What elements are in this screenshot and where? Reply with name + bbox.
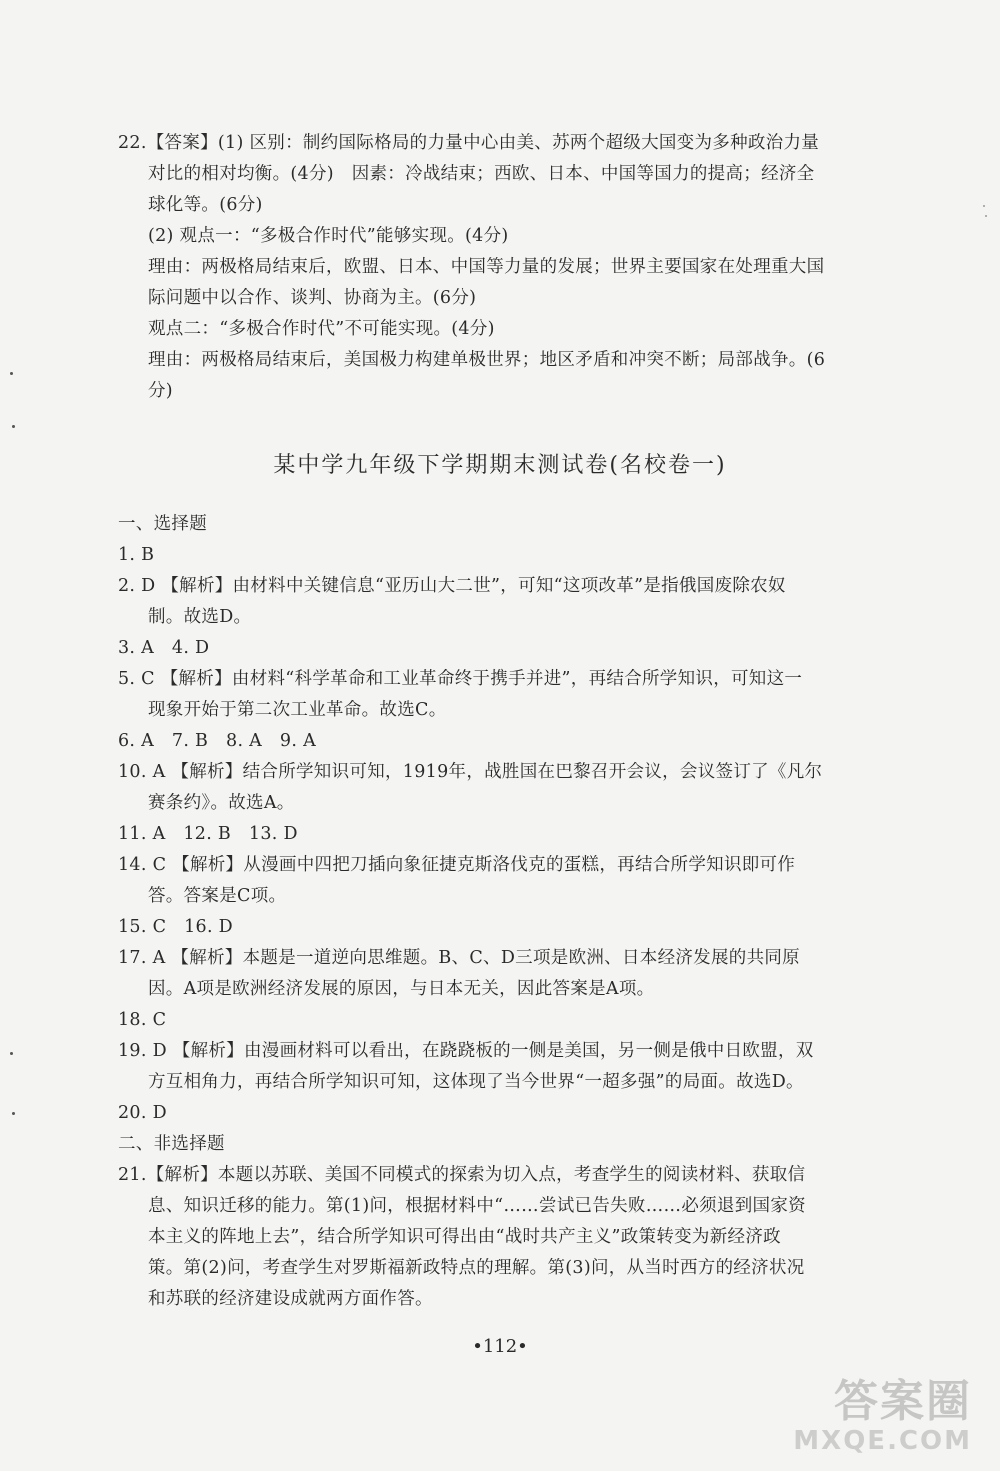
text-line: 6. A 7. B 8. A 9. A (118, 731, 317, 751)
text-line: 策。第(2)问，考查学生对罗斯福新政特点的理解。第(3)问，从当时西方的经济状况 (148, 1258, 805, 1278)
scan-speck (10, 372, 13, 375)
text-line: 17. A 【解析】本题是一道逆向思维题。B、C、D三项是欧洲、日本经济发展的共同原 (118, 948, 800, 968)
answers-block (118, 509, 878, 1315)
text-line: 现象开始于第二次工业革命。故选C。 (148, 700, 447, 720)
text-line: 3. A 4. D (118, 638, 210, 658)
text-line: 22.【答案】(1) 区别：制约国际格局的力量中心由美、苏两个超级大国变为多种政治力量 (118, 133, 820, 153)
answer-22-block (118, 128, 878, 407)
text-line: 10. A 【解析】结合所学知识可知，1919年，战胜国在巴黎召开会议，会议签订了《凡尔 (118, 762, 823, 782)
text-line: 11. A 12. B 13. D (118, 824, 298, 844)
scan-speck (12, 425, 15, 428)
scan-speck (12, 1112, 15, 1115)
text-line: 息、知识迁移的能力。第(1)问，根据材料中“……尝试已告失败……必须退到国家资 (148, 1196, 806, 1216)
text-line: 19. D 【解析】由漫画材料可以看出，在跷跷板的一侧是美国，另一侧是俄中日欧盟，双 (118, 1041, 814, 1061)
text-line: 1. B (118, 545, 155, 565)
text-line: 14. C 【解析】从漫画中四把刀插向象征捷克斯洛伐克的蛋糕，再结合所学知识即可作 (118, 855, 796, 875)
text-line: 赛条约》。故选A。 (148, 793, 295, 813)
page-number: •112• (472, 1336, 528, 1357)
text-line: 2. D 【解析】由材料中关键信息“亚历山大二世”，可知“这项改革”是指俄国废除农奴 (118, 576, 786, 596)
text-line: 18. C (118, 1010, 167, 1030)
text-line: 理由：两极格局结束后，美国极力构建单极世界；地区矛盾和冲突不断；局部战争。(6 (148, 350, 826, 370)
text-line: 答。答案是C项。 (148, 886, 287, 906)
text-line: 因。A项是欧洲经济发展的原因，与日本无关，因此答案是A项。 (148, 979, 655, 999)
text-line: 15. C 16. D (118, 917, 234, 937)
text-line: 和苏联的经济建设成就两方面作答。 (148, 1289, 433, 1309)
text-line: 分) (148, 381, 173, 401)
text-line: 本主义的阵地上去”，结合所学知识可得出由“战时共产主义”政策转变为新经济政 (148, 1227, 781, 1247)
scan-speck (985, 215, 987, 217)
scan-speck (10, 1052, 13, 1055)
text-line: 对比的相对均衡。(4分) 因素：冷战结束；西欧、日本、中国等国力的提高；经济全 (148, 164, 815, 184)
text-line: 方互相角力，再结合所学知识可知，这体现了当今世界“一超多强”的局面。故选D。 (148, 1072, 804, 1092)
exam-title: 某中学九年级下学期期末测试卷(名校卷一) (273, 453, 727, 478)
text-line: 5. C 【解析】由材料“科学革命和工业革命终于携手并进”，再结合所学知识，可知这一 (118, 669, 803, 689)
section-heading: 二、非选择题 (118, 1134, 225, 1154)
watermark-logo (762, 1378, 972, 1466)
scan-speck (983, 205, 985, 207)
text-line: 球化等。(6分) (148, 195, 263, 215)
text-line: 理由：两极格局结束后，欧盟、日本、中国等力量的发展；世界主要国家在处理重大国 (148, 257, 825, 277)
text-line: 20. D (118, 1103, 167, 1123)
text-line: 际问题中以合作、谈判、协商为主。(6分) (148, 288, 477, 308)
watermark-top: 答案圈 (834, 1376, 972, 1427)
text-line: (2) 观点一：“多极合作时代”能够实现。(4分) (148, 226, 509, 246)
text-line: 21.【解析】本题以苏联、美国不同模式的探索为切入点，考查学生的阅读材料、获取信 (118, 1165, 806, 1185)
section-heading: 一、选择题 (118, 514, 207, 534)
text-line: 观点二：“多极合作时代”不可能实现。(4分) (148, 319, 495, 339)
watermark-bottom: MXQE.COM (793, 1426, 972, 1456)
text-line: 制。故选D。 (148, 607, 252, 627)
